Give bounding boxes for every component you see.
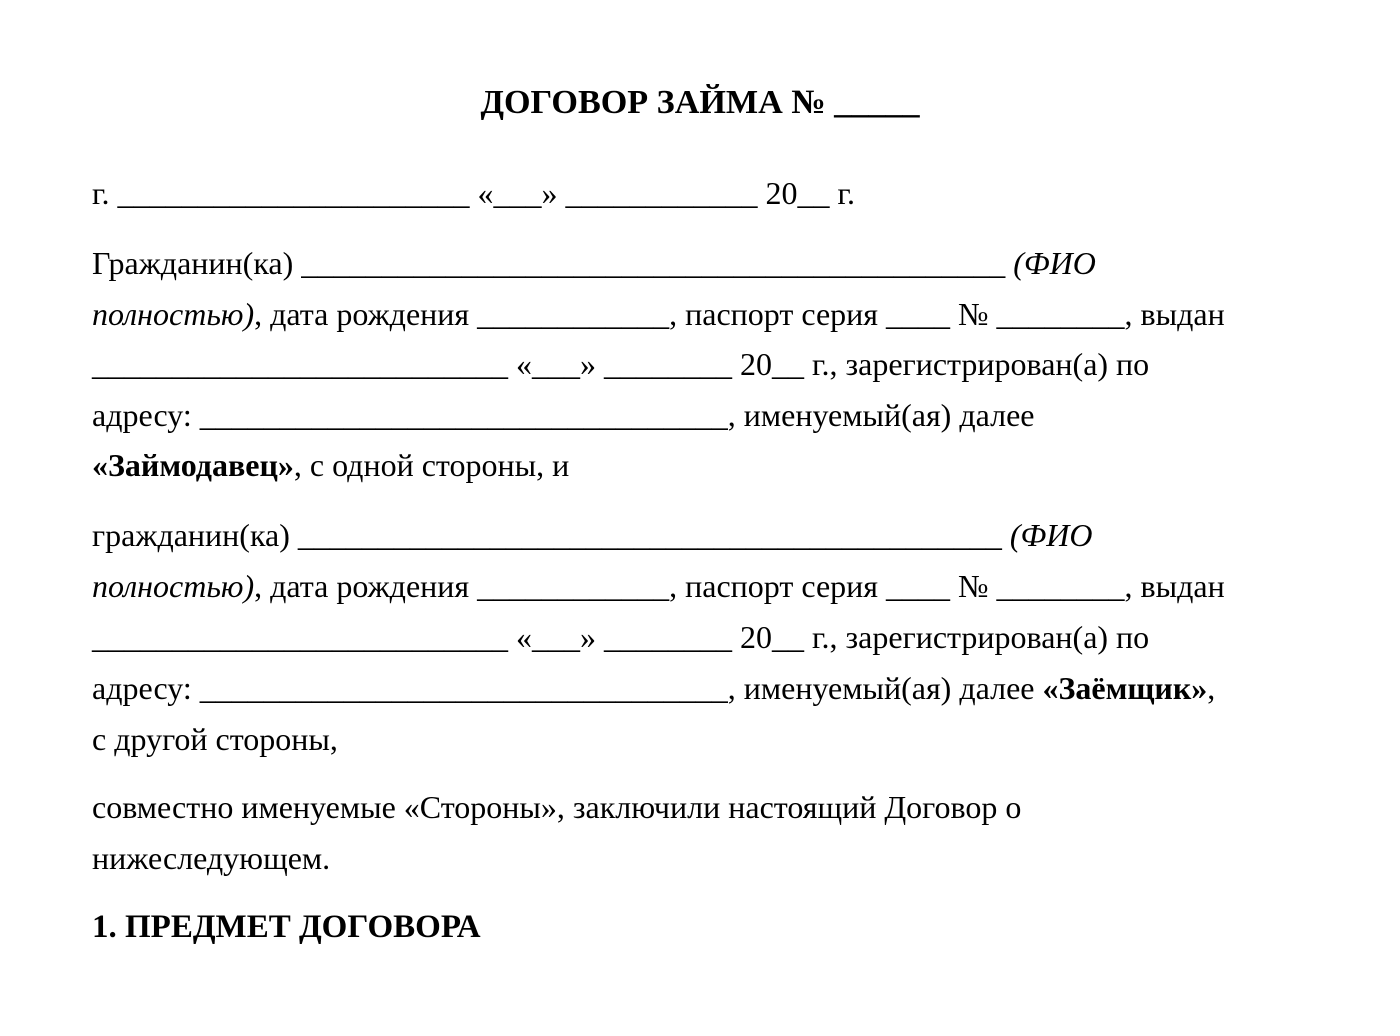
document-title: ДОГОВОР ЗАЙМА № _____ [480, 84, 920, 121]
lender-fio-note-cont: полностью) [92, 296, 255, 332]
borrower-fio-note-cont: полностью) [92, 568, 255, 604]
borrower-role-label: «Заёмщик» [1042, 670, 1208, 706]
lender-issued-line: __________________________ «___» ________ 20__ г., зарегистрирован(а) по [92, 346, 1150, 382]
borrower-name-line [92, 510, 1092, 560]
lender-fio-note: (ФИО [1013, 245, 1096, 281]
closing-line-1: совместно именуемые «Стороны», заключили настоящий Договор о [92, 789, 1022, 825]
lender-birth-passport-text: , дата рождения ____________, паспорт серия ____ № ________, выдан [254, 296, 1225, 332]
borrower-address-tail: , [1207, 670, 1216, 706]
lender-role-line [92, 440, 569, 490]
borrower-issued-line: __________________________ «___» ________ 20__ г., зарегистрирован(а) по [92, 619, 1150, 655]
borrower-name-text: гражданин(ка) ____________________________________________ [92, 517, 1010, 553]
lender-birth-passport-line [92, 289, 1225, 339]
lender-role-label: «Займодавец» [92, 447, 294, 483]
lender-address-line: адресу: _________________________________, именуемый(ая) далее [92, 397, 1035, 433]
lender-name-text: Гражданин(ка) ____________________________________________ [92, 245, 1014, 281]
closing-line-2: нижеследующем. [92, 840, 331, 876]
borrower-role-line: с другой стороны, [92, 721, 338, 757]
borrower-fio-note: (ФИО [1009, 517, 1093, 553]
lender-name-line [92, 238, 1096, 288]
place-date-line: г. ______________________ «___» ____________ 20__ г. [92, 175, 856, 211]
borrower-address-text: адресу: _________________________________, именуемый(ая) далее [92, 670, 1043, 706]
section-1-heading: 1. ПРЕДМЕТ ДОГОВОРА [92, 909, 481, 945]
borrower-birth-passport-line [92, 561, 1225, 611]
borrower-birth-passport-text: , дата рождения ____________, паспорт серия ____ № ________, выдан [254, 568, 1225, 604]
borrower-address-line [92, 663, 1215, 713]
lender-role-text: , с одной стороны, и [293, 447, 570, 483]
